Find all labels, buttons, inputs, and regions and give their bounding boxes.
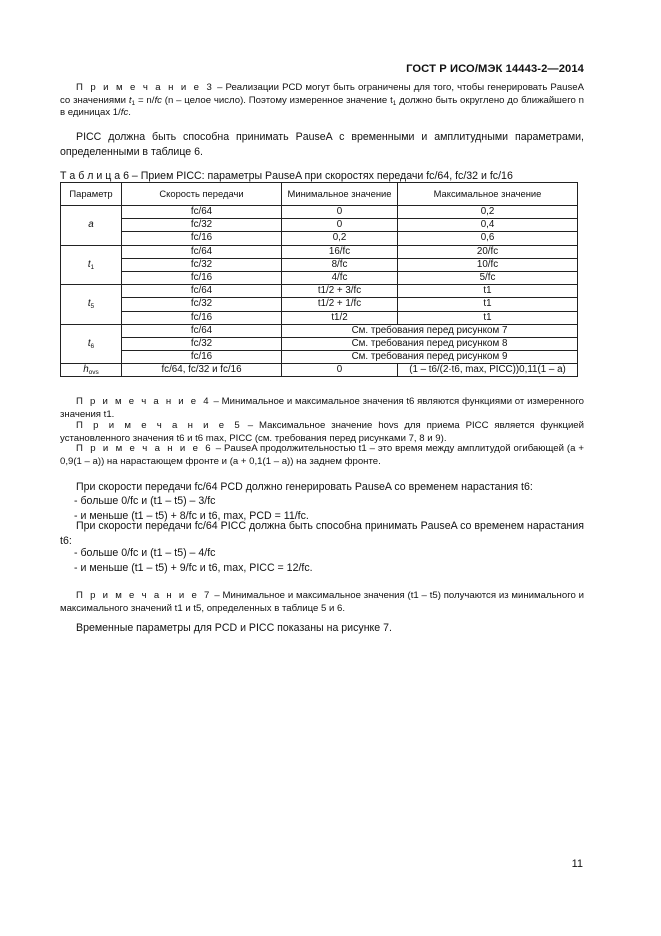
rate-cell: fc/64, fc/32 и fc/16 [122, 364, 282, 377]
span-cell: См. требования перед рисунком 8 [282, 337, 578, 350]
rate-cell: fc/32 [122, 219, 282, 232]
table-header-row [61, 183, 578, 206]
rate-cell: fc/64 [122, 245, 282, 258]
max-cell: (1 – t6/(2·t6, max, PICC))0,11(1 – a) [398, 364, 578, 377]
table-caption: Т а б л и ц а 6 – Прием PICC: параметры PauseA при скоростях передачи fc/64, fc/32 и fc/16 [60, 170, 513, 182]
rate-cell: fc/16 [122, 271, 282, 284]
param-cell: $t_5$ [61, 285, 122, 325]
rate-cell: fc/16 [122, 311, 282, 324]
note-5: П р и м е ч а н и е 5 – Максимальное значение hovs для приема PICC является функцией установленного значения t6 и t6 max, PICC (см. требования перед рисунками 7, 8 и 9). [60, 420, 584, 444]
param-cell: a [61, 206, 122, 246]
page-number: 11 [571, 858, 583, 870]
note-4: П р и м е ч а н и е 4 – Минимальное и максимальное значения t6 являются функциями от измеренного значения t1. [60, 396, 584, 420]
max-cell: t1 [398, 285, 578, 298]
span-cell: См. требования перед рисунком 7 [282, 324, 578, 337]
header-cell: Параметр [61, 183, 122, 206]
param-cell: $t_6$ [61, 324, 122, 364]
min-cell: 0 [282, 206, 398, 219]
rate-cell: fc/64 [122, 206, 282, 219]
note-3: П р и м е ч а н и е 3 – Реализации PCD могут быть ограничены для того, чтобы генерировать PauseA со значениями $t_1 = n/fc$ (n – целое число). Поэтому измеренное значение $t_1$ должно быть округлено до ближайшего n в единицах 1/fc. [60, 82, 585, 119]
max-cell: t1 [398, 311, 578, 324]
table-row [61, 232, 578, 245]
max-cell: 20/fc [398, 245, 578, 258]
rate-cell: fc/64 [122, 285, 282, 298]
rate-cell: fc/16 [122, 232, 282, 245]
min-cell: t1/2 + 1/fc [282, 298, 398, 311]
pcd-paragraph: При скорости передачи fc/64 PCD должно генерировать PauseA со временем нарастания t6: [76, 481, 533, 493]
picc-paragraph: PICC должна быть способна принимать PauseA с временными и амплитудными параметрами, определенными в таблице 6. [60, 131, 584, 158]
min-cell: t1/2 [282, 311, 398, 324]
table-row [61, 311, 578, 324]
note-6: П р и м е ч а н и е 6 – PauseA продолжительностью t1 – это время между амплитудой огибающей (a + 0,9(1 – a)) на нарастающем фронте и (a + 0,1(1 – a)) на заднем фронте. [60, 443, 584, 467]
max-cell: 0,4 [398, 219, 578, 232]
max-cell: 0,2 [398, 206, 578, 219]
header-cell: Максимальное значение [398, 183, 578, 206]
list-item: - больше 0/fc и (t1 – t5) – 3/fc [74, 495, 216, 507]
table-row [61, 351, 578, 364]
min-cell: 4/fc [282, 271, 398, 284]
min-cell: 16/fc [282, 245, 398, 258]
table-row [61, 258, 578, 271]
document-code-header: ГОСТ Р ИСО/МЭК 14443-2—2014 [406, 63, 584, 75]
param-cell: $h_{ovs}$ [61, 364, 122, 377]
max-cell: 0,6 [398, 232, 578, 245]
list-item: - и меньше (t1 – t5) + 9/fc и t6, max, PICC = 12/fc. [74, 562, 313, 574]
table-6 [60, 182, 578, 377]
min-cell: 0,2 [282, 232, 398, 245]
param-cell: $t_1$ [61, 245, 122, 285]
rate-cell: fc/16 [122, 351, 282, 364]
table-row [61, 219, 578, 232]
span-cell: См. требования перед рисунком 9 [282, 351, 578, 364]
rate-cell: fc/64 [122, 324, 282, 337]
table-row [61, 271, 578, 284]
table-row [61, 206, 578, 219]
max-cell: 10/fc [398, 258, 578, 271]
list-item: - больше 0/fc и (t1 – t5) – 4/fc [74, 547, 216, 559]
table-row [61, 337, 578, 350]
table-row [61, 324, 578, 337]
note-7: П р и м е ч а н и е 7 – Минимальное и максимальное значения (t1 – t5) получаются из минимального и максимального значений t1 и t5, определенных в таблице 5 и 6. [60, 590, 584, 614]
final-paragraph: Временные параметры для PCD и PICC показаны на рисунке 7. [76, 622, 392, 634]
table-row [61, 285, 578, 298]
min-cell: 8/fc [282, 258, 398, 271]
min-cell: t1/2 + 3/fc [282, 285, 398, 298]
min-cell: 0 [282, 364, 398, 377]
table-row [61, 298, 578, 311]
picc-paragraph-2: При скорости передачи fc/64 PICC должна быть способна принимать PauseA со временем нарастания t6: [60, 520, 584, 547]
header-cell: Скорость передачи [122, 183, 282, 206]
table-row [61, 364, 578, 377]
rate-cell: fc/32 [122, 337, 282, 350]
rate-cell: fc/32 [122, 298, 282, 311]
table-row [61, 245, 578, 258]
max-cell: 5/fc [398, 271, 578, 284]
header-cell: Минимальное значение [282, 183, 398, 206]
list-item: - и меньше (t1 – t5) + 8/fc и t6, max, PCD = 11/fc. [74, 510, 309, 522]
rate-cell: fc/32 [122, 258, 282, 271]
max-cell: t1 [398, 298, 578, 311]
min-cell: 0 [282, 219, 398, 232]
